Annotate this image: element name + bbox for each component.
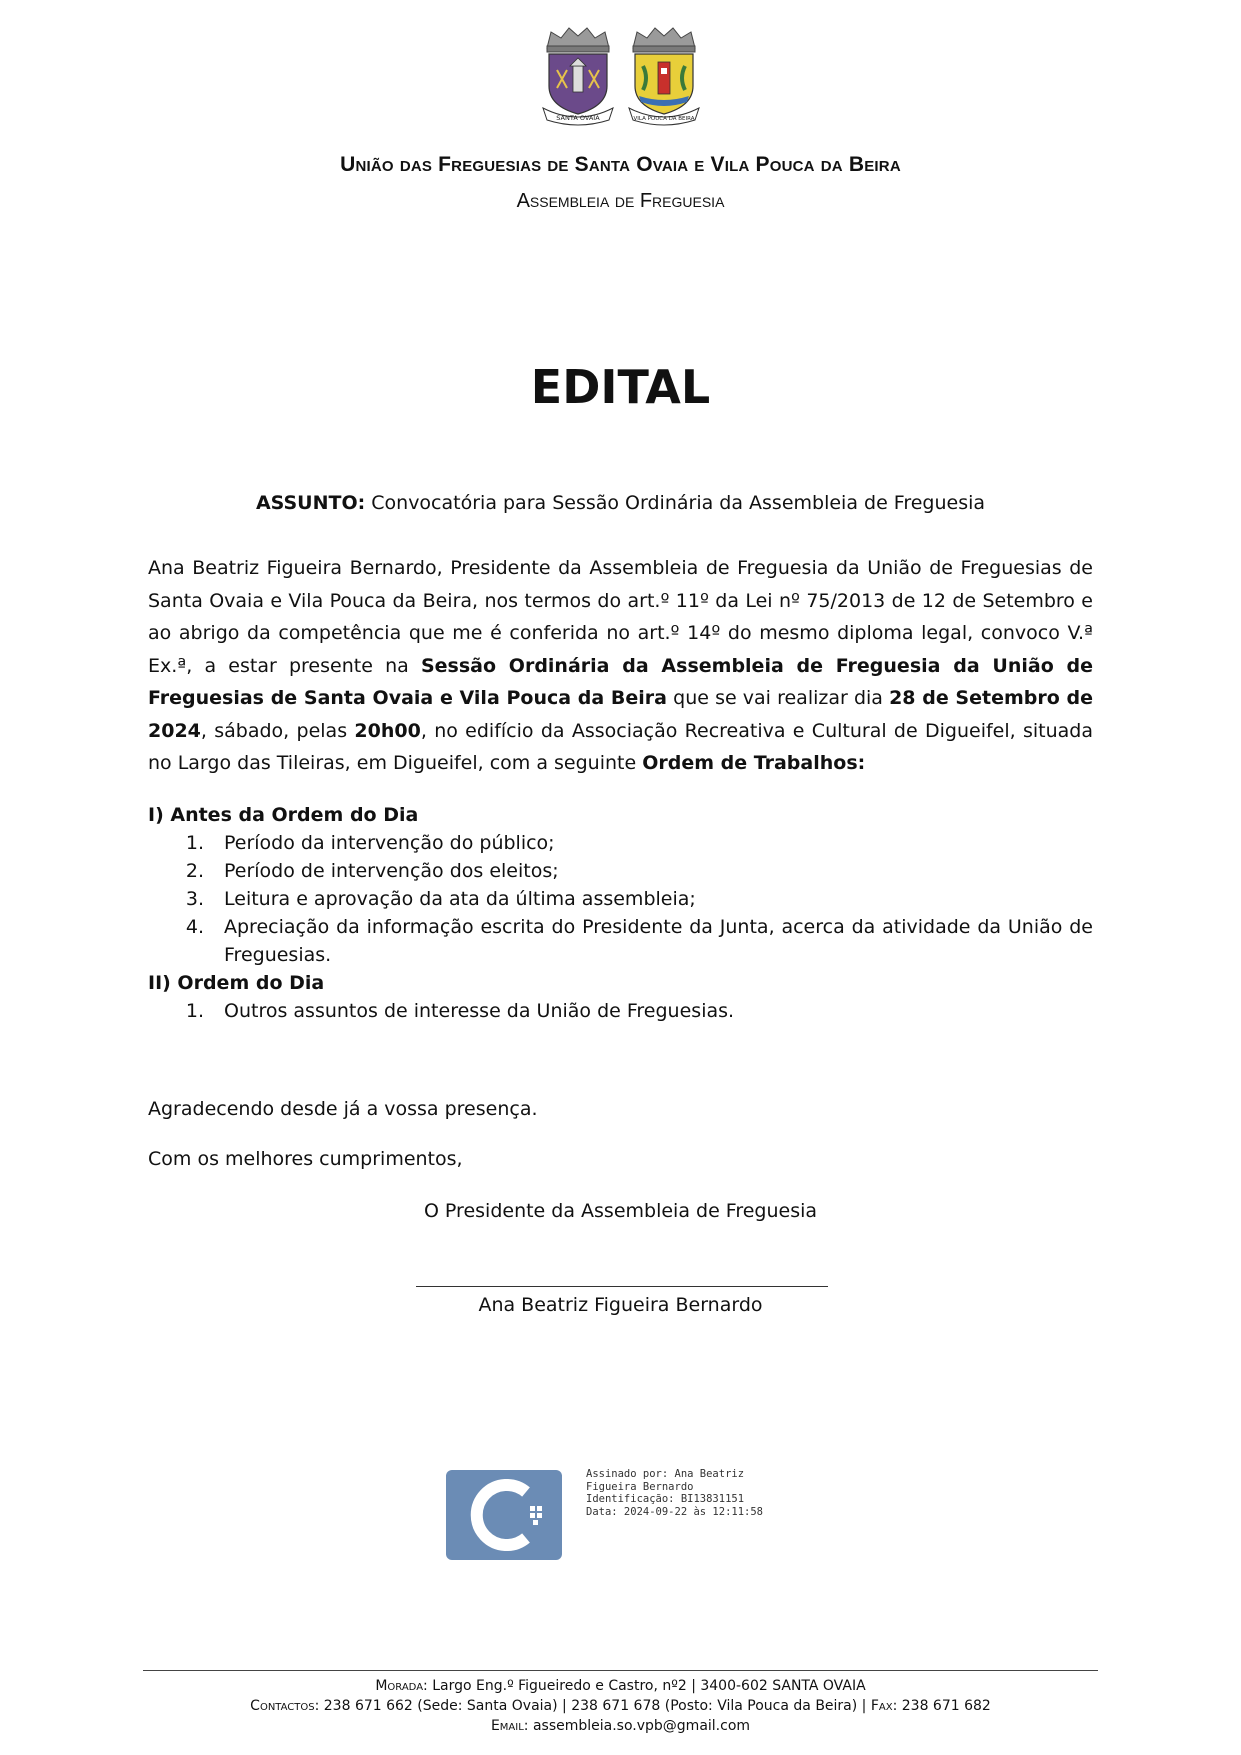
item-text: Período de intervenção dos eleitos; bbox=[224, 860, 559, 882]
digital-signature-info bbox=[586, 1468, 763, 1518]
item-text: Período da intervenção do público; bbox=[224, 832, 555, 854]
footer-contacts bbox=[0, 1698, 1241, 1714]
subject-text: Convocatória para Sessão Ordinária da Assembleia de Freguesia bbox=[365, 492, 986, 514]
signer-name: Ana Beatriz Figueira Bernardo bbox=[478, 1294, 763, 1316]
email-value[interactable]: assembleia.so.vpb@gmail.com bbox=[528, 1718, 751, 1734]
crest-left-label: SANTA OVAIA bbox=[555, 114, 600, 122]
agenda bbox=[148, 801, 1093, 1025]
body-text-4: , no edifício da Associação Recreativa e Cultural de Digueifel, situada no Largo das Tileiras, em Digueifel, com a seguinte bbox=[148, 719, 1093, 774]
list-item bbox=[148, 885, 1093, 913]
organization-subtitle: Assembleia de Freguesia bbox=[516, 190, 725, 212]
signature-date: Data: 2024-09-22 às 12:11:58 bbox=[586, 1505, 764, 1518]
body-bold-session: Sessão Ordinária da Assembleia de Freguesia da União de Freguesias de Santa Ovaia e Vila Pouca da Beira bbox=[148, 654, 1094, 709]
subject-line bbox=[0, 492, 1241, 514]
signature-signer: Assinado por: Ana Beatriz bbox=[586, 1468, 745, 1480]
item-number: 1. bbox=[185, 1000, 204, 1022]
body-text-2: que se vai realizar dia bbox=[667, 687, 890, 709]
address-label: Morada: bbox=[375, 1678, 428, 1694]
crest-right-label: VILA POUCA DA BEIRA bbox=[633, 116, 694, 122]
item-number: 1. bbox=[185, 832, 204, 854]
header-crests bbox=[0, 26, 1241, 126]
vila-pouca-da-beira-crest bbox=[623, 26, 705, 126]
convocation-paragraph bbox=[148, 552, 1093, 780]
item-number: 2. bbox=[185, 860, 204, 882]
santa-ovaia-crest bbox=[537, 26, 619, 126]
body-text-3: , sábado, pelas bbox=[200, 719, 355, 742]
address-value: Largo Eng.º Figueiredo e Castro, nº2 | 3400-602 SANTA OVAIA bbox=[427, 1678, 866, 1694]
agenda-section-2: II) Ordem do Dia bbox=[148, 972, 325, 994]
fax-value: 238 671 682 bbox=[897, 1698, 991, 1714]
email-label: Email: bbox=[490, 1718, 529, 1734]
item-text: Leitura e aprovação da ata da última assembleia; bbox=[224, 888, 696, 910]
digital-signature-badge bbox=[446, 1470, 562, 1560]
item-text: Outros assuntos de interesse da União de Freguesias. bbox=[224, 1000, 735, 1022]
body-bold-agenda: Ordem de Trabalhos: bbox=[642, 752, 866, 774]
footer-email bbox=[0, 1718, 1241, 1734]
contacts-value: 238 671 662 (Sede: Santa Ovaia) | 238 671 678 (Posto: Vila Pouca da Beira) | bbox=[319, 1698, 871, 1714]
list-item bbox=[148, 857, 1093, 885]
signature-line bbox=[416, 1286, 828, 1287]
contacts-label: Contactos: bbox=[250, 1698, 320, 1714]
organization-title: União das Freguesias de Santa Ovaia e Vila Pouca da Beira bbox=[340, 153, 901, 176]
footer-divider bbox=[143, 1670, 1098, 1671]
item-text: Apreciação da informação escrita do Presidente da Junta, acerca da atividade da União de Freguesias. bbox=[224, 916, 1093, 966]
fax-label: Fax: bbox=[870, 1698, 898, 1714]
document-title: EDITAL bbox=[530, 360, 711, 414]
regards-text: Com os melhores cumprimentos, bbox=[148, 1148, 463, 1170]
item-number: 4. bbox=[185, 916, 204, 938]
agenda-section-1: I) Antes da Ordem do Dia bbox=[148, 804, 419, 826]
list-item bbox=[148, 913, 1093, 969]
thanks-text: Agradecendo desde já a vossa presença. bbox=[148, 1098, 538, 1120]
body-bold-date: 28 de Setembro de 2024 bbox=[148, 687, 1093, 742]
signature-signer-cont: Figueira Bernardo bbox=[586, 1480, 694, 1493]
body-bold-time: 20h00 bbox=[354, 719, 421, 742]
list-item bbox=[148, 829, 1093, 857]
body-text-1: Ana Beatriz Figueira Bernardo, Presidente da Assembleia de Freguesia da União de Freguesias de Santa Ovaia e Vila Pouca da Beira, nos termos do art.º 11º da Lei nº 75/2013 de 12 de Setembro e ao abrigo da competência que me é conferida no art.º 14º do mesmo diploma legal, convoco V.ª Ex.ª, a estar presente na bbox=[148, 557, 1093, 677]
list-item bbox=[148, 997, 1093, 1025]
signature-id: Identificação: BI13831151 bbox=[586, 1493, 745, 1505]
signer-role: O Presidente da Assembleia de Freguesia bbox=[423, 1200, 818, 1222]
footer-address bbox=[0, 1678, 1241, 1694]
item-number: 3. bbox=[185, 888, 204, 910]
subject-label: ASSUNTO: bbox=[255, 492, 366, 514]
